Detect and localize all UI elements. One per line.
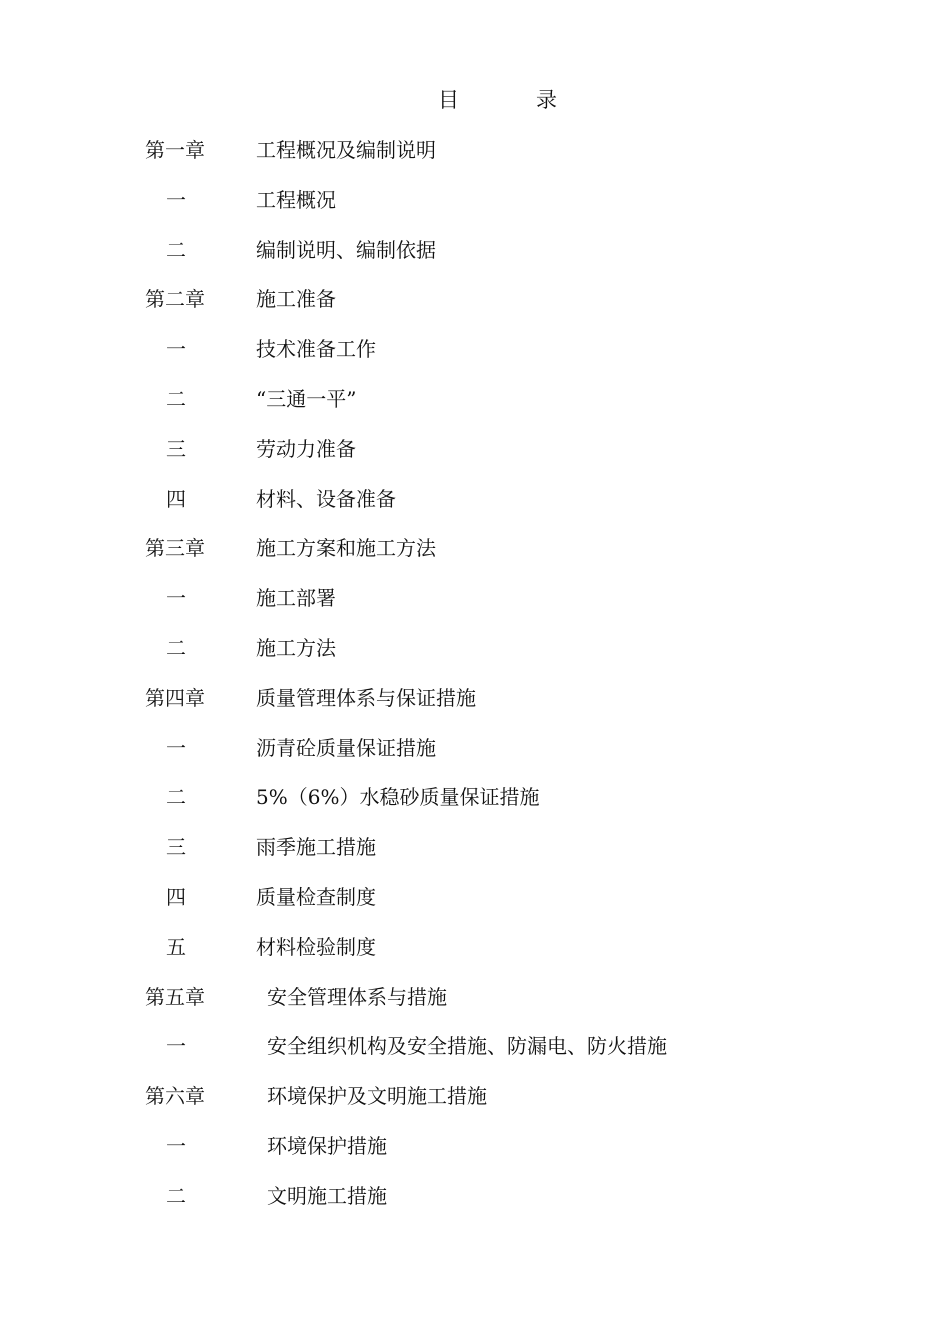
- toc-entry-text: 材料、设备准备: [256, 486, 396, 511]
- toc-entry: [0, 983, 950, 1033]
- toc-entry-text: “三通一平”: [256, 386, 357, 411]
- toc-entry: [0, 684, 950, 734]
- toc-entry-text: 施工准备: [256, 287, 336, 312]
- toc-entry: [0, 1082, 950, 1132]
- toc-entry-number: 三: [166, 835, 186, 860]
- toc-entry-number: 一: [166, 187, 186, 212]
- toc-entry-text: 劳动力准备: [256, 436, 356, 461]
- toc-entry-text: 材料检验制度: [256, 934, 376, 959]
- toc-entry: [0, 136, 950, 186]
- toc-entry-number: 三: [166, 436, 186, 461]
- toc-entry-text: 施工部署: [256, 586, 336, 611]
- toc-entry-text: 环境保护措施: [267, 1133, 387, 1158]
- toc-list: [0, 136, 950, 1232]
- toc-entry-number: 四: [166, 486, 186, 511]
- toc-entry-text: 环境保护及文明施工措施: [267, 1084, 487, 1109]
- toc-entry-number: 二: [166, 785, 186, 810]
- toc-entry-number: 第三章: [145, 536, 205, 561]
- toc-entry-number: 四: [166, 884, 186, 909]
- toc-entry-text: 安全管理体系与措施: [267, 984, 447, 1009]
- toc-entry: [0, 584, 950, 634]
- toc-entry-text: 雨季施工措施: [256, 835, 376, 860]
- toc-entry-text: 施工方法: [256, 635, 336, 660]
- toc-entry: [0, 385, 950, 435]
- toc-entry-number: 第一章: [145, 138, 205, 162]
- toc-entry-number: 二: [166, 1183, 186, 1208]
- toc-entry: [0, 236, 950, 286]
- toc-entry-text: 工程概况: [256, 187, 336, 212]
- toc-entry: [0, 933, 950, 983]
- toc-entry-number: 二: [166, 237, 186, 262]
- toc-entry: [0, 783, 950, 833]
- toc-entry-text: 质量检查制度: [256, 884, 376, 909]
- toc-entry: [0, 534, 950, 584]
- toc-entry-number: 二: [166, 635, 186, 660]
- toc-entry-text: 施工方案和施工方法: [256, 536, 436, 561]
- toc-entry-number: 一: [166, 1034, 186, 1059]
- toc-entry-text: 质量管理体系与保证措施: [256, 685, 476, 710]
- toc-entry: [0, 734, 950, 784]
- toc-entry: [0, 186, 950, 236]
- toc-entry: [0, 285, 950, 335]
- toc-entry-number: 一: [166, 735, 186, 760]
- toc-entry: [0, 485, 950, 535]
- toc-entry: [0, 435, 950, 485]
- toc-entry-text: 技术准备工作: [256, 337, 376, 362]
- toc-entry-text: 沥青砼质量保证措施: [256, 735, 436, 760]
- toc-entry: [0, 335, 950, 385]
- toc-entry-number: 五: [166, 934, 186, 959]
- toc-entry-number: 一: [166, 337, 186, 362]
- toc-entry-number: 一: [166, 1133, 186, 1158]
- toc-entry-number: 第五章: [145, 984, 205, 1009]
- toc-entry-text: 编制说明、编制依据: [256, 237, 436, 262]
- toc-entry: [0, 833, 950, 883]
- toc-entry: [0, 1182, 950, 1232]
- toc-entry: [0, 1132, 950, 1182]
- toc-entry-number: 第四章: [145, 685, 205, 710]
- toc-entry-number: 二: [166, 386, 186, 411]
- toc-entry: [0, 883, 950, 933]
- toc-entry-number: 第六章: [145, 1084, 205, 1109]
- toc-title-char-1: 目: [438, 88, 459, 112]
- toc-title-char-2: 录: [536, 88, 557, 112]
- toc-entry-text: 工程概况及编制说明: [256, 138, 436, 162]
- toc-entry-number: 一: [166, 586, 186, 611]
- toc-entry-text: 文明施工措施: [267, 1183, 387, 1208]
- toc-entry-text: 5%（6%）水稳砂质量保证措施: [256, 785, 540, 810]
- toc-entry-text: 安全组织机构及安全措施、防漏电、防火措施: [267, 1034, 667, 1059]
- toc-entry-number: 第二章: [145, 287, 205, 312]
- toc-entry: [0, 634, 950, 684]
- toc-entry: [0, 1032, 950, 1082]
